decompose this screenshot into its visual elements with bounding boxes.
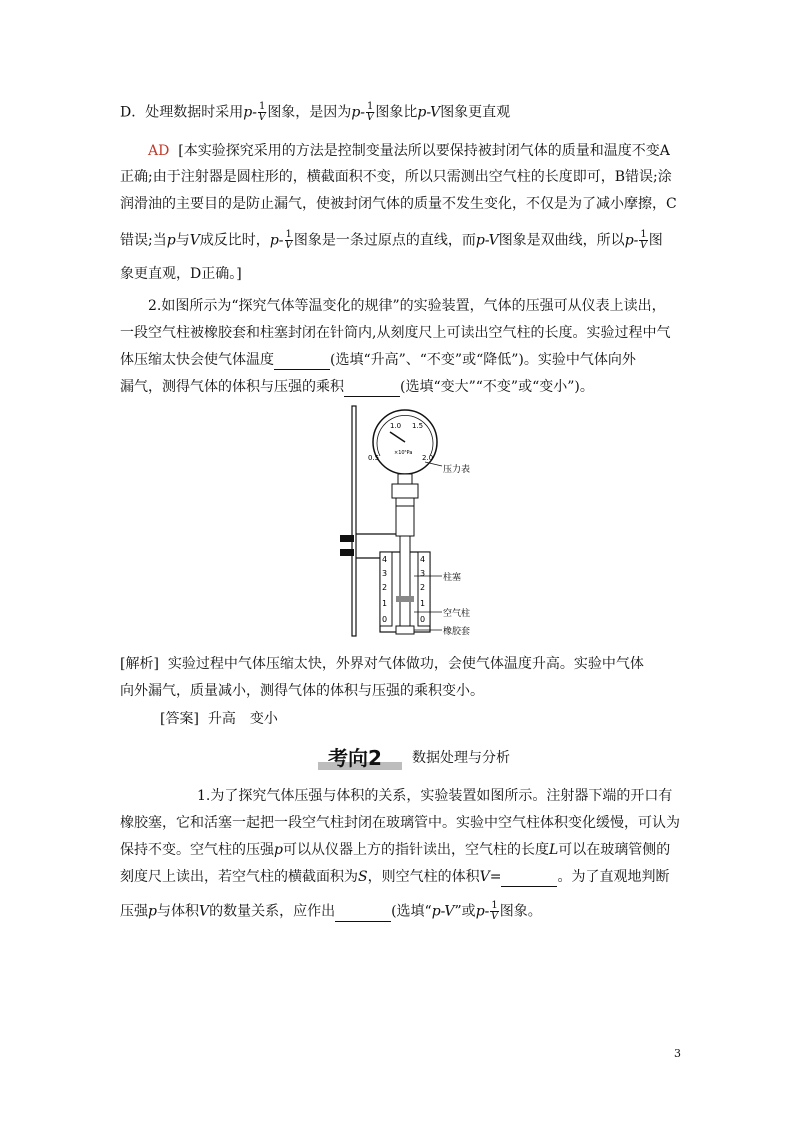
scale-tick: 2 [420,583,426,592]
answer-tag: AD [148,143,170,159]
section-title: 考向2 [328,746,382,770]
fraction-1-over-v: $\frac{1}{V}$ [490,900,499,922]
answer-line-5: 象更直观，D正确。] [120,266,242,282]
scale-tick: 0 [382,615,388,624]
scale-tick: 1 [420,599,426,608]
answer-blank [501,886,557,887]
fraction-1-over-v: $\frac{1}{V}$ [258,101,266,123]
scale-tick: 4 [420,555,426,564]
answer-tag: [答案] [160,711,199,727]
label-plunger: 柱塞 [443,573,462,583]
answer-line-4: 错误;当p与V成反比时，p- $\frac{1}{V}$ 图象是一条过原点的直线，而p-V图象是双曲线，所以p- $\frac{1}{V}$ 图 [120,229,663,251]
label-rubber-sleeve: 橡胶套 [443,627,471,637]
answer-blank [274,369,330,370]
answer-line-3: 润滑油的主要目的是防止漏气，使被封闭气体的质量不发生变化，不仅是为了减小摩擦，C [120,196,677,212]
scale-tick: 2 [382,583,388,592]
stand-pole [352,406,356,636]
section-heading [318,742,402,770]
answer-line-2: 正确;由于注射器是圆柱形的，横截面积不变，所以只需测出空气柱的长度即可，B错误;涂 [120,169,672,185]
scale-tick: 1 [382,599,388,608]
q2-line-2: 一段空气柱被橡胶套和柱塞封闭在针筒内,从刻度尺上可读出空气柱的长度。实验过程中气 [120,325,671,341]
answer-blank [344,396,400,397]
clamp-knob-icon [340,535,354,542]
option-d: D．处理数据时采用p- $\frac{1}{V}$ 图象，是因为p- $\frac{1}{V}$ 图象比p-V图象更直观 [120,101,511,123]
fraction-1-over-v: $\frac{1}{V}$ [366,101,374,123]
analysis-line-1: [解析] 实验过程中气体压缩太快，外界对气体做功，会使气体温度升高。实验中气体 [120,656,644,672]
q3-line-2: 橡胶塞，它和活塞一起把一段空气柱封闭在玻璃管中。实验中空气柱体积变化缓慢，可认为 [120,815,680,831]
scale-tick: 3 [420,569,426,578]
clamp-knob-icon [340,549,354,556]
q2-line-1: 2.如图所示为“探究气体等温变化的规律”的实验装置，气体的压强可从仪表上读出， [148,298,666,314]
q2-line-3: 体压缩太快会使气体温度 (选填“升高”、“不变”或“降低”)。实验中气体向外 [120,352,636,368]
gauge-unit: ×10⁵Pa [394,450,413,456]
gauge-label: 1.0 [390,422,402,430]
analysis-line-2: 向外漏气，质量减小，测得气体的体积与压强的乘积变小。 [120,683,484,699]
gauge-label: 2.0 [422,454,434,462]
gauge-label: 1.5 [412,422,424,430]
scale-tick: 0 [420,615,426,624]
page-number: 3 [674,1047,681,1060]
fraction-1-over-v: $\frac{1}{V}$ [285,229,293,251]
label-gauge: 压力表 [443,465,471,475]
label-air-column: 空气柱 [443,609,471,619]
q2-line-4: 漏气，测得气体的体积与压强的乘积 (选填“变大”“不变”或“变小”)。 [120,379,594,395]
q3-line-5: 压强p与体积V的数量关系，应作出 (选填“p-V”或p- $\frac{1}{V}$ 图象。 [120,900,542,922]
answer-blank [335,921,391,922]
answer-line-1: AD [本实验探究采用的方法是控制变量法所以要保持被封闭气体的质量和温度不变A [148,143,670,159]
answer-line: [答案] 升高 变小 [160,711,278,727]
scale-tick: 4 [382,555,388,564]
fraction-1-over-v: $\frac{1}{V}$ [639,229,648,251]
q3-line-3: 保持不变。空气柱的压强p可以从仪器上方的指针读出，空气柱的长度L可以在玻璃管侧的 [120,842,671,858]
section-subtitle: 数据处理与分析 [412,750,510,766]
q3-line-4: 刻度尺上读出，若空气柱的横截面积为S，则空气柱的体积V= 。为了直观地判断 [120,869,670,885]
rubber-sleeve [396,626,414,634]
analysis-tag: [解析] [120,656,159,672]
q3-line-1: 1.为了探究气体压强与体积的关系，实验装置如图所示。注射器下端的开口有 [197,788,673,804]
gauge-label: 0.5 [368,454,380,462]
apparatus-figure [330,400,480,642]
scale-tick: 3 [382,569,388,578]
